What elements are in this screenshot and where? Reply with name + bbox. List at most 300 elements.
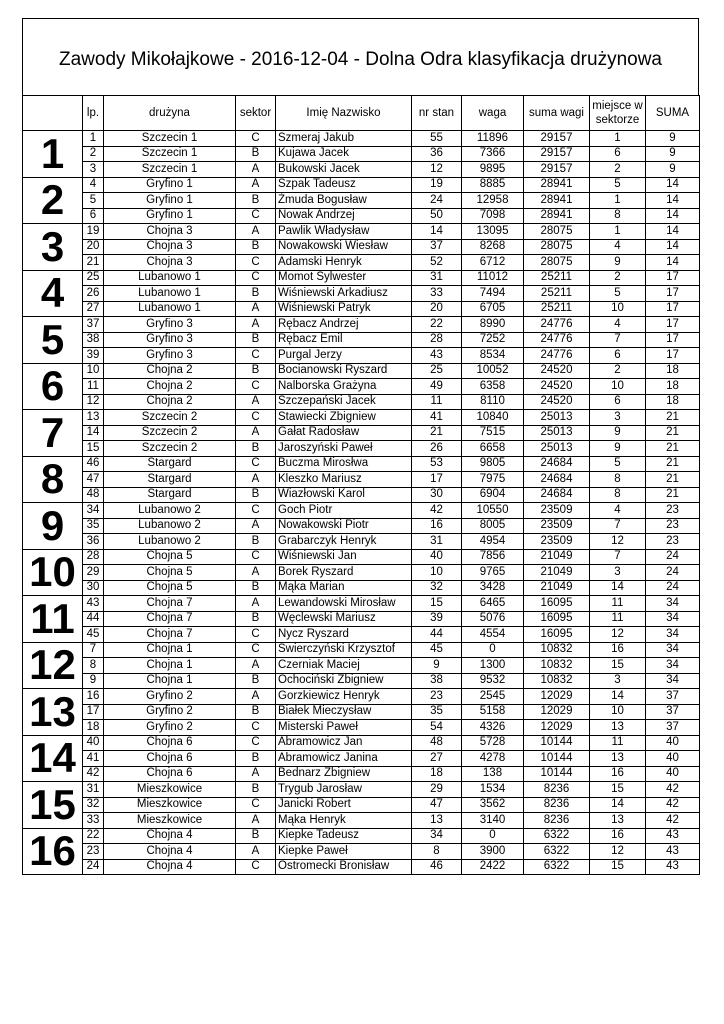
row-team: Chojna 5: [104, 565, 236, 581]
row-team: Mieszkowice: [104, 782, 236, 798]
row-sum: 37: [646, 720, 700, 736]
table-row: [23, 348, 700, 364]
table-row: [23, 456, 700, 472]
row-sector-place: 13: [590, 813, 646, 829]
row-stand: 24: [412, 193, 462, 209]
team-place: 4: [23, 270, 83, 317]
row-team: Lubanowo 2: [104, 503, 236, 519]
team-place: 5: [23, 317, 83, 364]
row-team: Szczecin 2: [104, 410, 236, 426]
row-sum: 40: [646, 735, 700, 751]
table-row: [23, 487, 700, 503]
row-sum: 34: [646, 642, 700, 658]
row-sector: C: [236, 208, 276, 224]
row-name: Goch Piotr: [276, 503, 412, 519]
row-name: Kiepke Tadeusz: [276, 828, 412, 844]
row-stand: 39: [412, 611, 462, 627]
row-weight-sum: 28075: [524, 239, 590, 255]
row-weight: 9532: [462, 673, 524, 689]
row-sum: 17: [646, 286, 700, 302]
header-sum: SUMA: [646, 96, 700, 131]
row-weight-sum: 8236: [524, 782, 590, 798]
row-stand: 38: [412, 673, 462, 689]
row-sector: A: [236, 224, 276, 240]
team-place: 12: [23, 642, 83, 689]
row-weight-sum: 25211: [524, 286, 590, 302]
row-team: Chojna 6: [104, 735, 236, 751]
row-sector: C: [236, 503, 276, 519]
row-weight-sum: 23509: [524, 503, 590, 519]
row-weight-sum: 28941: [524, 208, 590, 224]
row-name: Purgal Jerzy: [276, 348, 412, 364]
row-stand: 26: [412, 441, 462, 457]
row-stand: 41: [412, 410, 462, 426]
row-team: Gryfino 1: [104, 208, 236, 224]
row-sector-place: 5: [590, 177, 646, 193]
row-weight: 6658: [462, 441, 524, 457]
row-weight: 1300: [462, 658, 524, 674]
row-weight: 5158: [462, 704, 524, 720]
row-weight: 7515: [462, 425, 524, 441]
row-name: Grabarczyk Henryk: [276, 534, 412, 550]
row-team: Chojna 4: [104, 844, 236, 860]
table-row: [23, 797, 700, 813]
row-sector: B: [236, 363, 276, 379]
row-sector: B: [236, 286, 276, 302]
row-weight-sum: 10832: [524, 673, 590, 689]
row-lp: 35: [83, 518, 104, 534]
row-sector: B: [236, 751, 276, 767]
row-weight-sum: 6322: [524, 859, 590, 875]
row-sum: 21: [646, 425, 700, 441]
row-name: Żmuda Bogusław: [276, 193, 412, 209]
row-stand: 31: [412, 534, 462, 550]
row-team: Lubanowo 1: [104, 270, 236, 286]
team-place: 8: [23, 456, 83, 503]
row-lp: 41: [83, 751, 104, 767]
row-lp: 44: [83, 611, 104, 627]
row-weight-sum: 24776: [524, 332, 590, 348]
row-sum: 34: [646, 627, 700, 643]
row-weight-sum: 28075: [524, 224, 590, 240]
row-team: Chojna 5: [104, 580, 236, 596]
row-stand: 12: [412, 162, 462, 178]
row-weight: 5076: [462, 611, 524, 627]
row-name: Adamski Henryk: [276, 255, 412, 271]
row-weight: 9805: [462, 456, 524, 472]
row-name: Szmeraj Jakub: [276, 131, 412, 147]
row-sum: 14: [646, 239, 700, 255]
row-team: Chojna 6: [104, 751, 236, 767]
row-stand: 49: [412, 379, 462, 395]
row-name: Buczma Mirosłwa: [276, 456, 412, 472]
row-name: Białek Mieczysław: [276, 704, 412, 720]
row-name: Kiepke Paweł: [276, 844, 412, 860]
row-name: Abramowicz Jan: [276, 735, 412, 751]
row-weight: 8990: [462, 317, 524, 333]
team-place: 10: [23, 549, 83, 596]
header-weight-sum: suma wagi: [524, 96, 590, 131]
row-sector: C: [236, 348, 276, 364]
table-row: [23, 441, 700, 457]
row-weight: 12958: [462, 193, 524, 209]
row-team: Chojna 2: [104, 394, 236, 410]
row-sector: B: [236, 487, 276, 503]
row-weight: 3140: [462, 813, 524, 829]
row-sector-place: 1: [590, 131, 646, 147]
row-weight-sum: 8236: [524, 813, 590, 829]
table-row: [23, 720, 700, 736]
row-name: Wiśniewski Arkadiusz: [276, 286, 412, 302]
row-lp: 15: [83, 441, 104, 457]
header-stand: nr stan: [412, 96, 462, 131]
row-sector-place: 2: [590, 162, 646, 178]
row-name: Misterski Paweł: [276, 720, 412, 736]
row-weight: 7975: [462, 472, 524, 488]
row-weight: 11896: [462, 131, 524, 147]
row-sum: 14: [646, 224, 700, 240]
row-weight: 8268: [462, 239, 524, 255]
table-row: [23, 270, 700, 286]
row-sector: B: [236, 611, 276, 627]
row-sector: B: [236, 828, 276, 844]
row-sector: A: [236, 518, 276, 534]
row-sector-place: 12: [590, 844, 646, 860]
row-sector: A: [236, 301, 276, 317]
row-weight-sum: 21049: [524, 565, 590, 581]
row-team: Szczecin 1: [104, 146, 236, 162]
row-sector: B: [236, 534, 276, 550]
row-lp: 14: [83, 425, 104, 441]
row-sector-place: 15: [590, 658, 646, 674]
title-box: [22, 18, 699, 95]
row-name: Janicki Robert: [276, 797, 412, 813]
row-name: Rębacz Andrzej: [276, 317, 412, 333]
row-sector: B: [236, 673, 276, 689]
row-sector-place: 9: [590, 441, 646, 457]
row-lp: 2: [83, 146, 104, 162]
row-team: Stargard: [104, 472, 236, 488]
row-team: Chojna 1: [104, 658, 236, 674]
row-sector-place: 4: [590, 317, 646, 333]
table-body: [23, 131, 700, 875]
row-weight: 6705: [462, 301, 524, 317]
row-sector: C: [236, 270, 276, 286]
row-sum: 17: [646, 332, 700, 348]
row-sector: A: [236, 813, 276, 829]
table-row: [23, 224, 700, 240]
table-row: [23, 611, 700, 627]
row-weight-sum: 24520: [524, 394, 590, 410]
row-sector: B: [236, 782, 276, 798]
row-weight-sum: 12029: [524, 720, 590, 736]
row-lp: 1: [83, 131, 104, 147]
row-team: Chojna 7: [104, 596, 236, 612]
row-lp: 18: [83, 720, 104, 736]
row-weight-sum: 10144: [524, 751, 590, 767]
row-sector: A: [236, 317, 276, 333]
classification-sheet: [22, 18, 699, 875]
row-sector: B: [236, 580, 276, 596]
row-name: Szczepański Jacek: [276, 394, 412, 410]
row-weight-sum: 16095: [524, 596, 590, 612]
row-sector: A: [236, 425, 276, 441]
row-sum: 14: [646, 255, 700, 271]
row-team: Chojna 3: [104, 224, 236, 240]
row-weight-sum: 25211: [524, 301, 590, 317]
row-weight-sum: 25013: [524, 441, 590, 457]
row-lp: 23: [83, 844, 104, 860]
row-team: Gryfino 2: [104, 704, 236, 720]
table-row: [23, 580, 700, 596]
row-sum: 34: [646, 611, 700, 627]
row-sum: 42: [646, 797, 700, 813]
row-sector-place: 15: [590, 782, 646, 798]
row-stand: 40: [412, 549, 462, 565]
row-lp: 30: [83, 580, 104, 596]
table-row: [23, 472, 700, 488]
row-sector-place: 6: [590, 394, 646, 410]
row-stand: 31: [412, 270, 462, 286]
row-sum: 23: [646, 503, 700, 519]
row-stand: 53: [412, 456, 462, 472]
row-sum: 17: [646, 348, 700, 364]
team-place: 3: [23, 224, 83, 271]
row-sector-place: 7: [590, 549, 646, 565]
row-sector-place: 10: [590, 301, 646, 317]
row-sum: 9: [646, 146, 700, 162]
row-weight-sum: 29157: [524, 131, 590, 147]
row-sector-place: 5: [590, 286, 646, 302]
row-name: Nowakowski Piotr: [276, 518, 412, 534]
row-sector-place: 13: [590, 720, 646, 736]
team-place: 15: [23, 782, 83, 829]
row-weight-sum: 24520: [524, 379, 590, 395]
table-row: [23, 704, 700, 720]
row-weight: 7856: [462, 549, 524, 565]
row-stand: 42: [412, 503, 462, 519]
row-name: Mąka Marian: [276, 580, 412, 596]
row-sector-place: 12: [590, 534, 646, 550]
team-place: 2: [23, 177, 83, 224]
header-lp: lp.: [83, 96, 104, 131]
row-sector-place: 11: [590, 596, 646, 612]
row-stand: 32: [412, 580, 462, 596]
row-sum: 43: [646, 828, 700, 844]
row-lp: 19: [83, 224, 104, 240]
row-sector: A: [236, 689, 276, 705]
row-weight-sum: 25013: [524, 425, 590, 441]
row-weight: 4326: [462, 720, 524, 736]
row-name: Bednarz Zbigniew: [276, 766, 412, 782]
row-lp: 45: [83, 627, 104, 643]
row-team: Chojna 2: [104, 363, 236, 379]
row-sector-place: 7: [590, 332, 646, 348]
row-name: Gorzkiewicz Henryk: [276, 689, 412, 705]
row-name: Czerniak Maciej: [276, 658, 412, 674]
team-place: 9: [23, 503, 83, 550]
row-name: Nalborska Grażyna: [276, 379, 412, 395]
row-name: Stawiecki Zbigniew: [276, 410, 412, 426]
row-weight: 4954: [462, 534, 524, 550]
row-lp: 13: [83, 410, 104, 426]
table-row: [23, 286, 700, 302]
row-weight: 9765: [462, 565, 524, 581]
row-name: Momot Sylwester: [276, 270, 412, 286]
row-lp: 5: [83, 193, 104, 209]
row-sector: C: [236, 797, 276, 813]
row-sum: 21: [646, 487, 700, 503]
row-sector: A: [236, 177, 276, 193]
row-name: Wiazłowski Karol: [276, 487, 412, 503]
table-row: [23, 317, 700, 333]
row-sector: A: [236, 766, 276, 782]
row-team: Mieszkowice: [104, 813, 236, 829]
row-team: Lubanowo 2: [104, 534, 236, 550]
row-lp: 4: [83, 177, 104, 193]
row-lp: 16: [83, 689, 104, 705]
row-weight-sum: 23509: [524, 534, 590, 550]
row-sum: 37: [646, 704, 700, 720]
row-sum: 34: [646, 596, 700, 612]
header-name: Imię Nazwisko: [276, 96, 412, 131]
row-lp: 42: [83, 766, 104, 782]
table-row: [23, 658, 700, 674]
row-sector: B: [236, 239, 276, 255]
row-team: Chojna 6: [104, 766, 236, 782]
row-sector-place: 3: [590, 673, 646, 689]
row-sum: 23: [646, 534, 700, 550]
row-sector: B: [236, 704, 276, 720]
row-weight-sum: 24520: [524, 363, 590, 379]
row-stand: 10: [412, 565, 462, 581]
row-team: Chojna 2: [104, 379, 236, 395]
row-weight-sum: 24684: [524, 487, 590, 503]
row-team: Chojna 1: [104, 642, 236, 658]
row-stand: 50: [412, 208, 462, 224]
row-weight: 10052: [462, 363, 524, 379]
row-weight-sum: 28941: [524, 177, 590, 193]
table-row: [23, 673, 700, 689]
row-name: Węclewski Mariusz: [276, 611, 412, 627]
row-lp: 28: [83, 549, 104, 565]
row-stand: 21: [412, 425, 462, 441]
row-sum: 18: [646, 394, 700, 410]
row-sector: C: [236, 379, 276, 395]
row-team: Szczecin 2: [104, 425, 236, 441]
row-sector-place: 2: [590, 363, 646, 379]
row-weight: 7494: [462, 286, 524, 302]
row-team: Mieszkowice: [104, 797, 236, 813]
row-sum: 18: [646, 379, 700, 395]
row-name: Borek Ryszard: [276, 565, 412, 581]
row-sector-place: 6: [590, 348, 646, 364]
row-lp: 43: [83, 596, 104, 612]
row-sum: 42: [646, 782, 700, 798]
row-sector-place: 1: [590, 224, 646, 240]
row-weight-sum: 24684: [524, 472, 590, 488]
table-row: [23, 859, 700, 875]
row-lp: 37: [83, 317, 104, 333]
table-row: [23, 813, 700, 829]
row-weight: 7098: [462, 208, 524, 224]
header-sector-place: miejsce w sektorze: [590, 96, 646, 131]
row-lp: 46: [83, 456, 104, 472]
row-team: Gryfino 3: [104, 317, 236, 333]
row-sector-place: 1: [590, 193, 646, 209]
header-place: [23, 96, 83, 131]
row-lp: 27: [83, 301, 104, 317]
header-sector: sektor: [236, 96, 276, 131]
row-team: Lubanowo 2: [104, 518, 236, 534]
row-sector: A: [236, 162, 276, 178]
row-lp: 39: [83, 348, 104, 364]
row-weight-sum: 10832: [524, 642, 590, 658]
table-row: [23, 549, 700, 565]
team-place: 6: [23, 363, 83, 410]
row-sector: A: [236, 565, 276, 581]
row-name: Nowak Andrzej: [276, 208, 412, 224]
row-sector-place: 6: [590, 146, 646, 162]
row-weight: 8110: [462, 394, 524, 410]
row-lp: 10: [83, 363, 104, 379]
table-row: [23, 131, 700, 147]
team-place: 11: [23, 596, 83, 643]
row-lp: 40: [83, 735, 104, 751]
row-sum: 43: [646, 859, 700, 875]
row-team: Gryfino 2: [104, 720, 236, 736]
row-team: Chojna 5: [104, 549, 236, 565]
row-stand: 55: [412, 131, 462, 147]
table-row: [23, 239, 700, 255]
table-row: [23, 828, 700, 844]
row-weight-sum: 12029: [524, 704, 590, 720]
row-sum: 14: [646, 193, 700, 209]
row-name: Ostromecki Bronisław: [276, 859, 412, 875]
row-name: Nycz Ryszard: [276, 627, 412, 643]
row-name: Kleszko Mariusz: [276, 472, 412, 488]
results-table: [22, 95, 700, 875]
row-team: Lubanowo 1: [104, 301, 236, 317]
team-place: 1: [23, 131, 83, 178]
row-sum: 34: [646, 673, 700, 689]
row-stand: 33: [412, 286, 462, 302]
table-row: [23, 208, 700, 224]
row-stand: 36: [412, 146, 462, 162]
row-stand: 52: [412, 255, 462, 271]
document-title: Zawody Mikołajkowe - 2016-12-04 - Dolna Odra klasyfikacja drużynowa: [59, 49, 662, 70]
row-weight-sum: 25211: [524, 270, 590, 286]
row-weight: 10550: [462, 503, 524, 519]
row-weight-sum: 23509: [524, 518, 590, 534]
row-weight-sum: 8236: [524, 797, 590, 813]
row-lp: 31: [83, 782, 104, 798]
row-name: Nowakowski Wiesław: [276, 239, 412, 255]
row-weight-sum: 6322: [524, 828, 590, 844]
table-row: [23, 410, 700, 426]
row-lp: 22: [83, 828, 104, 844]
header-team: drużyna: [104, 96, 236, 131]
row-weight: 0: [462, 642, 524, 658]
row-weight: 8885: [462, 177, 524, 193]
row-lp: 21: [83, 255, 104, 271]
row-sector: A: [236, 394, 276, 410]
row-team: Lubanowo 1: [104, 286, 236, 302]
row-weight: 6465: [462, 596, 524, 612]
row-sector: A: [236, 596, 276, 612]
row-stand: 22: [412, 317, 462, 333]
row-team: Chojna 3: [104, 255, 236, 271]
